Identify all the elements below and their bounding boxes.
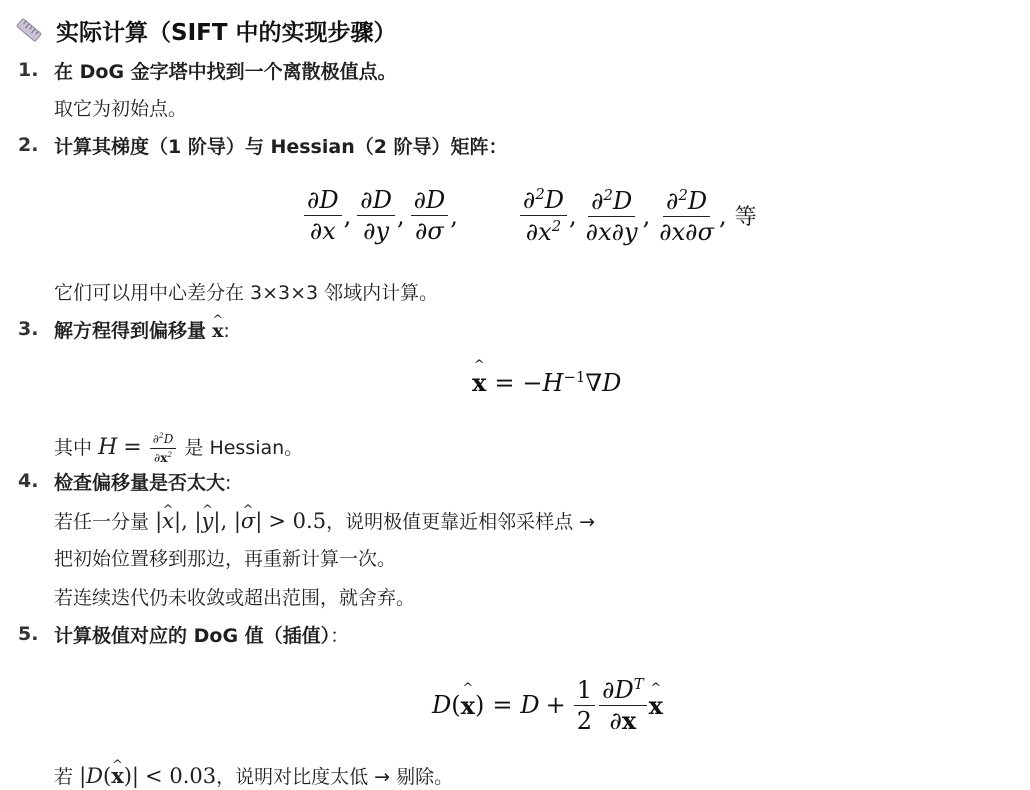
step-number: 1. <box>18 59 39 81</box>
step-1-text: 取它为初始点。 <box>54 98 188 120</box>
step-4-condition: 若任一分量 |^ x|, |^ y|, |^ σ| > 0.5，说明极值更靠近相邻采样点 → <box>54 508 595 535</box>
derivative-equation: $\frac{\partial D}{\partial x}$ , $\frac{\partial D}{\partial y}$ , $\frac{\partial D}{\partial\sigma}$ , $\frac{\partial^2D}{\partial x^2}$ , $\frac{\partial^2D}{\partial x\partial y}$ , $\frac{\partial^2D}{\partial x\partial\sigma}$ , 等 <box>302 186 757 246</box>
step-3-colon: : <box>223 320 230 342</box>
section-heading <box>14 12 397 48</box>
step-4-text: 把初始位置移到那边，再重新计算一次。 <box>54 548 397 570</box>
ruler-icon <box>14 15 44 45</box>
step-4-text: 若连续迭代仍未收敛或超出范围，就舍弃。 <box>54 587 416 609</box>
step-5-colon: ： <box>330 625 350 647</box>
step-2-text: 它们可以用中心差分在 3×3×3 邻域内计算。 <box>54 282 439 304</box>
note-prefix: 其中 <box>54 437 93 460</box>
threshold-value: 0.5 <box>292 509 327 533</box>
contrast-threshold: 0.03 <box>169 764 217 788</box>
step-3-heading: 解方程得到偏移量 <box>54 320 207 342</box>
step-number: 2. <box>18 134 39 156</box>
step-number: 5. <box>18 623 39 645</box>
condition-prefix: 若 <box>54 766 74 788</box>
step-5-condition: 若 |D(^ x)| < 0.03，说明对比度太低 → 剔除。 <box>54 763 453 790</box>
section-title: 实际计算（SIFT 中的实现步骤） <box>56 19 397 46</box>
step-4-heading-line <box>54 470 231 496</box>
step-4-colon: : <box>225 472 232 494</box>
step-5-heading: 计算极值对应的 DoG 值（插值） <box>54 625 331 647</box>
step-3-note: 其中 H = $\frac{\partial^2D}{\partial x^2}$ 是 Hessian。 <box>54 431 304 466</box>
offset-symbol: ^ x <box>212 318 223 344</box>
step-5-heading-line <box>54 623 349 649</box>
condition-suffix: ，说明对比度太低 → 剔除。 <box>216 766 454 788</box>
note-suffix: 是 Hessian。 <box>184 437 304 460</box>
step-number: 4. <box>18 470 39 492</box>
step-1-heading: 在 DoG 金字塔中找到一个离散极值点。 <box>54 61 397 83</box>
equation-etc: 等 <box>734 205 757 231</box>
condition-suffix: ，说明极值更靠近相邻采样点 → <box>326 511 596 533</box>
step-4-heading: 检查偏移量是否太大 <box>54 472 226 494</box>
offset-equation: ^ x = − $H^{-1}$ ∇ D <box>472 368 621 397</box>
step-2-heading: 计算其梯度（1 阶导）与 Hessian（2 阶导）矩阵： <box>54 136 508 158</box>
step-3-heading-line <box>54 318 230 344</box>
condition-prefix: 若任一分量 <box>54 511 150 533</box>
interpolation-equation: D ( ^ x ) = D + $\frac{1}{2}$ $\frac{\partial D^T}{\partial x}$ ^ x <box>432 676 663 735</box>
step-number: 3. <box>18 318 39 340</box>
